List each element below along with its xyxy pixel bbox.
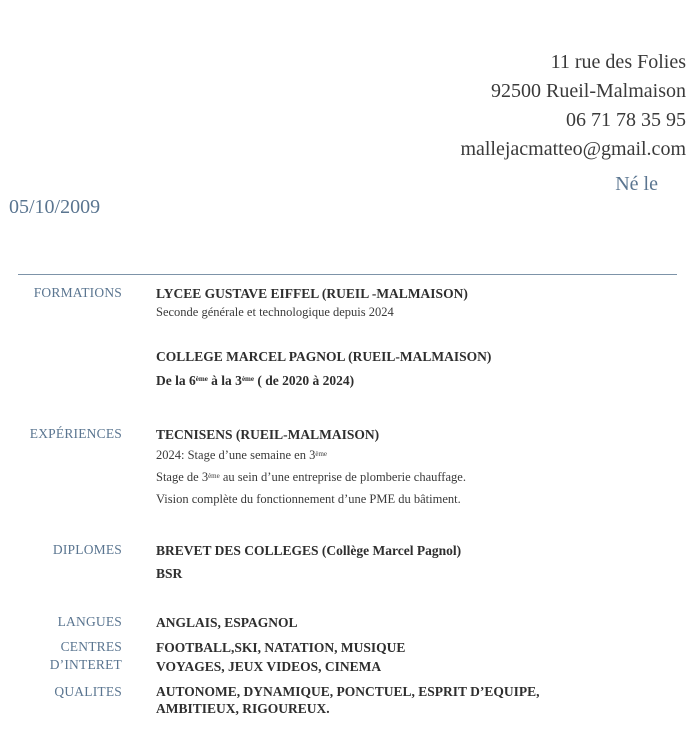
diplomes-content [156,541,686,583]
school-2-desc-part: De la 6 [156,373,196,388]
school-1-description: Seconde générale et technologique depuis 2024 [156,305,394,319]
diploma-2: BSR [156,566,183,581]
school-2-desc-part: à la 3 [207,373,242,388]
section-label-formations: FORMATIONS [33,285,122,300]
experience-text: 2024: Stage d’une semaine en 3 [156,448,316,462]
experience-line-3: Vision complète du fonctionnement d’une PME du bâtiment. [156,492,461,506]
section-divider [18,274,677,275]
langues-content [156,613,686,632]
qualities-line-2: AMBITIEUX, RIGOUREUX. [156,701,330,716]
experience-line-1 [156,444,686,466]
school-2-desc-part: ( de 2020 à 2024) [253,373,355,388]
email-address[interactable]: mallejacmatteo@gmail.com [460,138,686,160]
interets-label-line-2: D’INTERET [49,657,122,672]
superscript: ème [315,450,328,458]
qualities-line-1: AUTONOME, DYNAMIQUE, PONCTUEL, ESPRIT D’EQUIPE, [156,684,540,699]
section-label-interets [50,638,122,674]
contact-block [460,48,686,164]
superscript: ème [208,472,220,480]
experience-text: au sein d’une entreprise de plomberie chauffage. [219,470,466,484]
school-2-description [156,371,686,390]
address-street: 11 rue des Folies [550,51,686,73]
interets-content [156,638,686,676]
experience-line-2 [156,466,686,488]
diploma-1: BREVET DES COLLEGES (Collège Marcel Pagnol) [156,543,462,558]
phone-number: 06 71 78 35 95 [566,109,686,131]
languages-value: ANGLAIS, ESPAGNOL [156,615,298,630]
superscript: ème [241,375,254,383]
section-label-langues: LANGUES [57,614,122,629]
school-1-name: LYCEE GUSTAVE EIFFEL (RUEIL -MALMAISON) [156,286,468,301]
interets-label-line-1: CENTRES [60,639,122,654]
birth-date: 05/10/2009 [9,196,101,218]
experiences-content [156,425,686,510]
section-label-qualites: QUALITES [54,684,122,699]
interests-line-2: VOYAGES, JEUX VIDEOS, CINEMA [156,659,382,674]
superscript: ème [195,375,208,383]
formations-content [156,284,686,390]
address-city: 92500 Rueil-Malmaison [491,80,686,102]
interests-line-1: FOOTBALL,SKI, NATATION, MUSIQUE [156,640,406,655]
section-label-experiences: EXPÉRIENCES [29,426,122,441]
section-label-diplomes: DIPLOMES [52,542,122,557]
company-name: TECNISENS (RUEIL-MALMAISON) [156,427,380,442]
experience-text: Stage de 3 [156,470,209,484]
school-2-name: COLLEGE MARCEL PAGNOL (RUEIL-MALMAISON) [156,349,492,364]
qualites-content [156,683,686,717]
birth-label: Né le [615,173,658,195]
